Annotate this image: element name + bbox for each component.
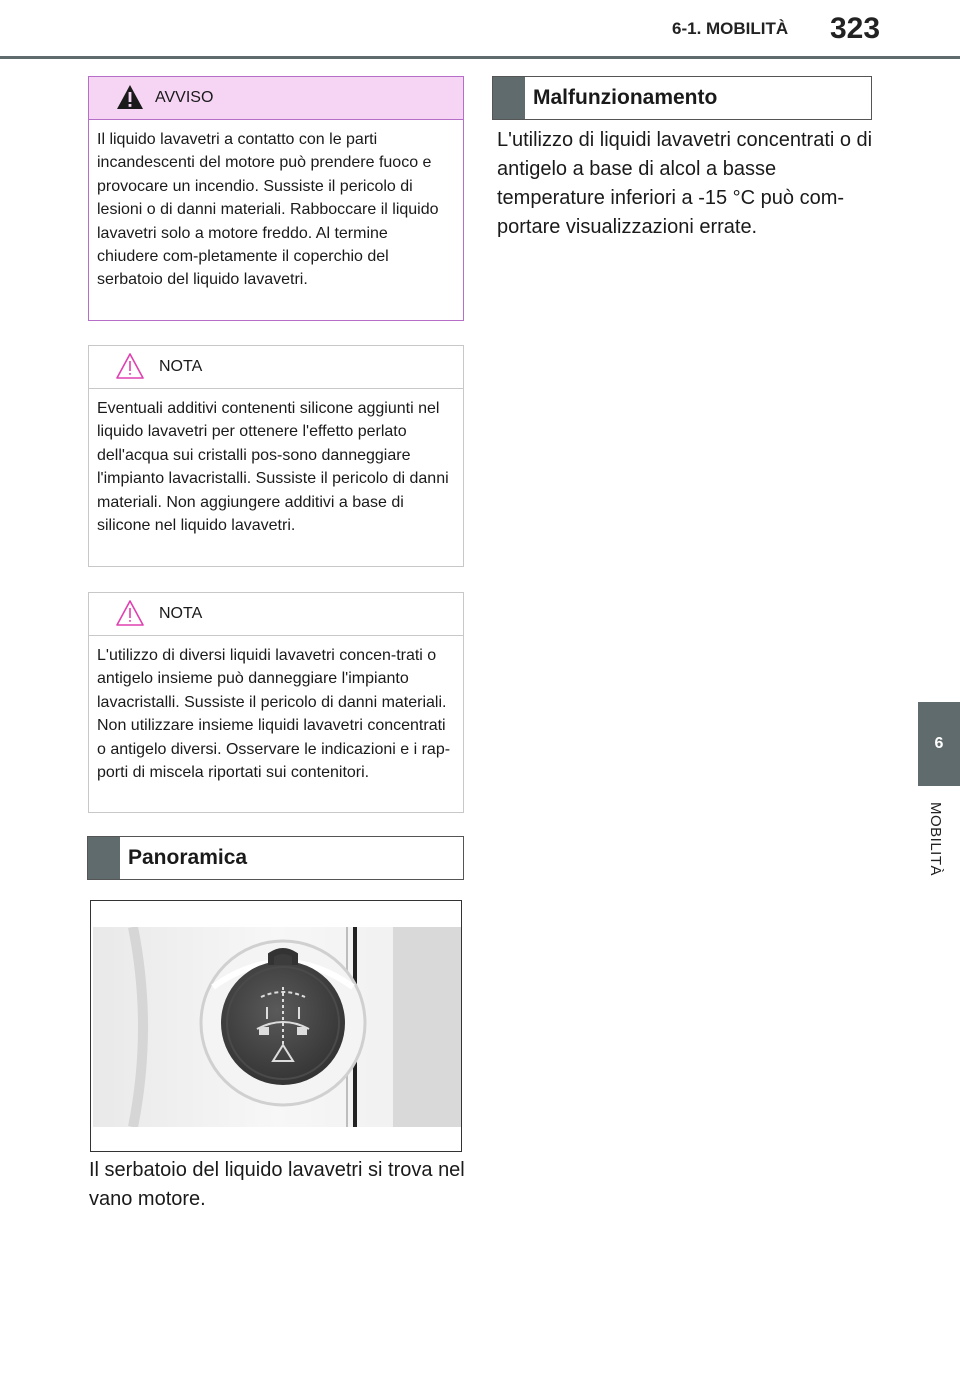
- warning-box-header: [89, 77, 463, 120]
- warning-box: [88, 76, 464, 321]
- note-text: L'utilizzo di diversi liquidi lavavetri concen-trati o antigelo insieme può danneggiare l'impianto lavacristalli. Sussiste il pericolo di danni materiali. Non utilizzare insieme liquidi lavavetri concentrati o antigelo diversi. Osservare le indicazioni e i rap-porti di miscela riportati sui contenitori.: [97, 647, 451, 782]
- figure-caption: Il serbatoio del liquido lavavetri si trova nel vano motore.: [89, 1159, 465, 1210]
- note-box-2: [88, 592, 464, 813]
- note-box-1: [88, 345, 464, 567]
- section-title: 6-1. MOBILITÀ: [672, 19, 789, 38]
- malfunzionamento-heading: [492, 76, 872, 120]
- chapter-label: MOBILITÀ: [927, 802, 944, 877]
- washer-fluid-cap-icon: [93, 927, 461, 1127]
- heading-marker: [88, 837, 120, 879]
- washer-reservoir-figure: [90, 900, 462, 1152]
- note-label: NOTA: [159, 358, 203, 375]
- caution-triangle-icon: [115, 599, 145, 627]
- chapter-tab: [918, 702, 960, 786]
- heading-marker: [493, 77, 525, 119]
- malfunzionamento-text: L'utilizzo di liquidi lavavetri concentrati o di antigelo a base di alcol a basse temperature inferiori a -15 °C può com-portare visualizzazioni errate.: [497, 129, 873, 238]
- note-label: NOTA: [159, 605, 203, 622]
- panoramica-heading: [87, 836, 464, 880]
- note-text: Eventuali additivi contenenti silicone aggiunti nel liquido lavavetri per ottenere l'effetto perlato dell'acqua sui cristalli pos-sono danneggiare l'impianto lavacristalli. Sussiste il pericolo di danni materiali. Non aggiungere additivi a base di silicone nel liquido lavavetri.: [97, 400, 449, 535]
- warning-text: Il liquido lavavetri a contatto con le parti incandescenti del motore può prendere fuoco e provocare un incendio. Sussiste il pericolo di lesioni o di danni materiali. Rabboccare il liquido lavavetri solo a motore freddo. Al termine chiudere com-pletamente il coperchio del serbatoio del liquido lavavetri.: [97, 131, 439, 289]
- note-box-header: [89, 346, 463, 389]
- page-number: 323: [830, 12, 881, 45]
- caution-triangle-icon: [115, 352, 145, 380]
- note-box-header: [89, 593, 463, 636]
- warning-triangle-icon: [115, 83, 145, 111]
- panoramica-heading-text: Panoramica: [128, 846, 248, 869]
- header-divider: [0, 56, 960, 59]
- malfunzionamento-heading-text: Malfunzionamento: [533, 86, 718, 109]
- warning-label: AVVISO: [155, 89, 214, 106]
- chapter-number: 6: [934, 735, 944, 752]
